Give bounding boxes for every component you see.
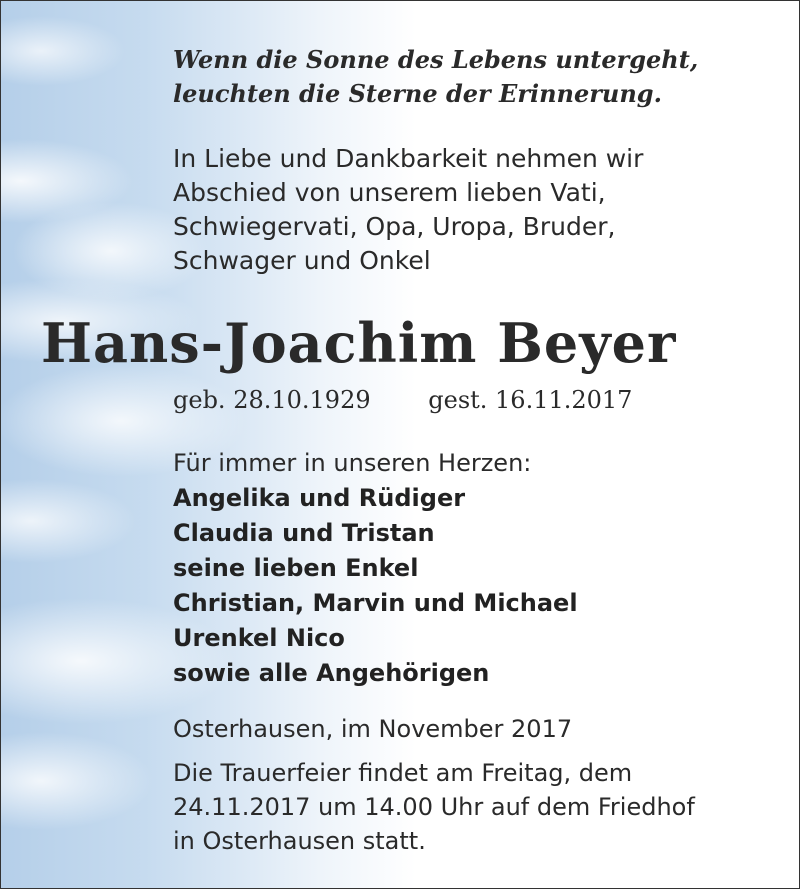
motto-line: Wenn die Sonne des Lebens untergeht, — [173, 45, 699, 74]
funeral-line: in Osterhausen statt. — [173, 827, 426, 855]
mourners-list — [173, 481, 773, 691]
intro-text — [173, 142, 773, 278]
intro-line: Schwiegervati, Opa, Uropa, Bruder, — [173, 212, 616, 241]
mourner-entry: Urenkel Nico — [173, 624, 345, 652]
motto-quote — [173, 43, 773, 111]
mourners-block — [173, 446, 773, 691]
place-and-date: Osterhausen, im November 2017 — [173, 715, 573, 743]
funeral-info — [173, 756, 783, 858]
funeral-line: Die Trauerfeier findet am Freitag, dem — [173, 759, 633, 787]
mourner-entry: Christian, Marvin und Michael — [173, 589, 578, 617]
intro-line: Abschied von unserem lieben Vati, — [173, 178, 606, 207]
funeral-line: 24.11.2017 um 14.00 Uhr auf dem Friedhof — [173, 793, 695, 821]
life-dates — [173, 383, 632, 417]
motto-line: leuchten die Sterne der Erinnerung. — [173, 79, 662, 108]
mourner-entry: Claudia und Tristan — [173, 519, 435, 547]
mourner-entry: seine lieben Enkel — [173, 554, 419, 582]
intro-line: In Liebe und Dankbarkeit nehmen wir — [173, 144, 644, 173]
mourner-entry: Angelika und Rüdiger — [173, 484, 466, 512]
deceased-name: Hans-Joachim Beyer — [41, 311, 677, 375]
intro-line: Schwager und Onkel — [173, 246, 431, 275]
birth-date: geb. 28.10.1929 — [173, 386, 371, 414]
mourners-lead: Für immer in unseren Herzen: — [173, 449, 532, 477]
mourner-entry: sowie alle Angehörigen — [173, 659, 490, 687]
death-date: gest. 16.11.2017 — [428, 386, 633, 414]
